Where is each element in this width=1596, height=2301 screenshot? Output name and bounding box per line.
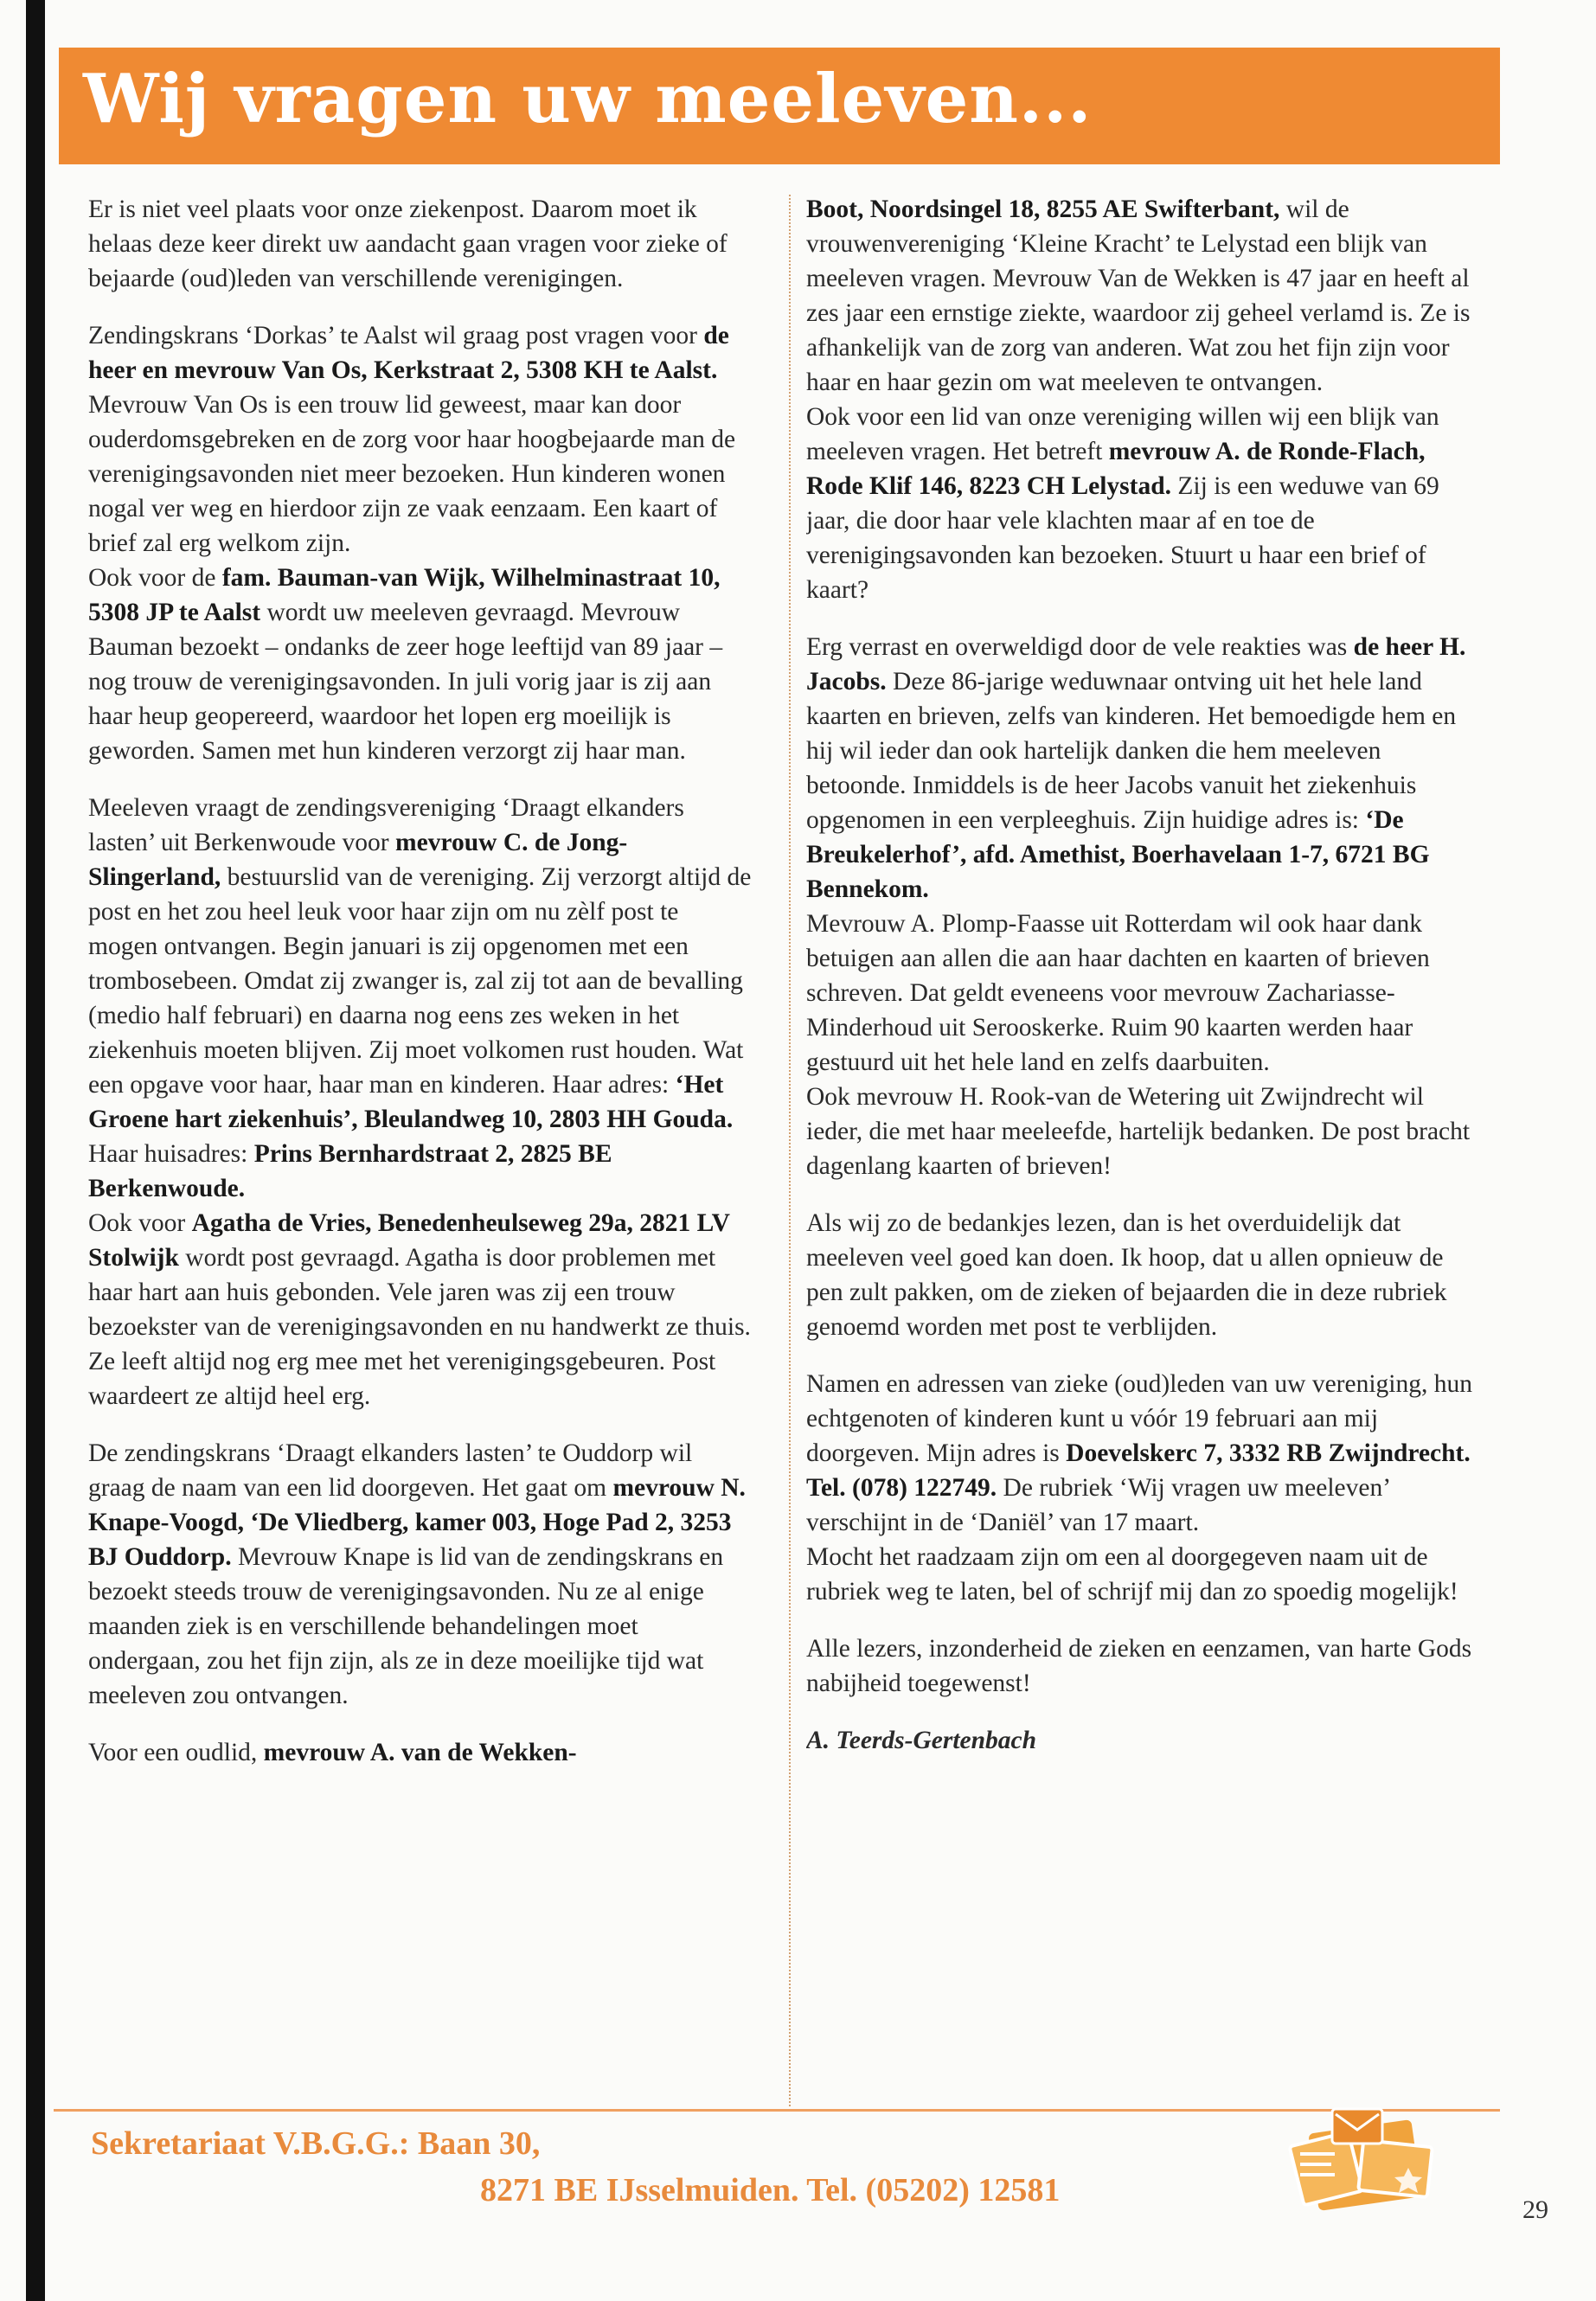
paragraph-text: Ook voor de — [88, 564, 222, 592]
paragraph-text: Ook mevrouw H. Rook-van de Wetering uit Zwijndrecht wil ieder, die met haar meeleefde, hartelijk bedanken. De post bracht dagenlang kaarten of brieven! — [806, 1083, 1471, 1180]
column-divider — [789, 195, 791, 2106]
paragraph-text: Zij is een weduwe van 69 jaar, die door haar vele klachten maar af en toe de verenigingsavonden kan bezoeken. Stuurt u haar een brief of kaart? — [806, 472, 1439, 604]
paragraph-text: wil de vrouwenvereniging ‘Kleine Kracht’ te Lelystad een blijk van meeleven vragen. Mevrouw Van de Wekken is 47 jaar en heeft al zes jaar een ernstige ziekte, waardoor zij geheel verlamd is. Ze is afhankelijk van de zorg van anderen. Wat zou het fijn zijn voor haar en haar gezin om wat meeleven te ontvangen. — [806, 195, 1471, 396]
bold-address-text: ‘De Breukelerhof’, afd. Amethist, Boerhavelaan 1-7, 6721 BG Bennekom. — [806, 806, 1430, 903]
paragraph-text: Ook voor een lid van onze vereniging willen wij een blijk van meeleven vragen. Het betreft — [806, 403, 1439, 465]
article-paragraph — [88, 1436, 754, 1713]
article-paragraph — [88, 192, 754, 296]
paragraph-text: wordt post gevraagd. Agatha is door problemen met haar hart aan huis gebonden. Vele jaren was zij een trouw bezoekster van de verenigingsavonden en nu handwerkt ze thuis. Ze leeft altijd nog erg mee met het verenigingsgebeuren. Post waardeert ze altijd heel erg. — [88, 1244, 751, 1410]
paragraph-text: Mevrouw Van Os is een trouw lid geweest, maar kan door ouderdomsgebreken en de zorg voor haar hoogbejaarde man de verenigingsavonden niet meer bezoeken. Hun kinderen wonen nogal ver weg en hierdoor zijn ze vaak eenzaam. Een kaart of brief zal erg welkom zijn. — [88, 391, 736, 557]
bold-address-text: Doevelskerc 7, 3332 RB Zwijndrecht. Tel. (078) 122749. — [806, 1439, 1471, 1502]
paragraph-text: Namen en adressen van zieke (oud)leden van uw vereniging, hun echtgenoten of kinderen kunt u vóór 19 februari aan mij doorgeven. Mijn adres is — [806, 1370, 1472, 1467]
paragraph-text: wordt uw meeleven gevraagd. Mevrouw Bauman bezoekt – ondanks de zeer hoge leeftijd van 89 jaar – nog trouw de verenigingsavonden. In juli vorig jaar is zij aan haar heup geopereerd, waardoor het lopen erg moeilijk is geworden. Samen met hun kinderen verzorgt zij haar man. — [88, 599, 723, 765]
page-title: Wij vragen uw meeleven... — [83, 60, 1093, 138]
article-paragraph — [806, 1080, 1477, 1183]
bold-address-text: mevrouw C. de Jong-Slingerland, — [88, 829, 628, 891]
article-paragraph — [806, 400, 1477, 607]
right-column — [806, 192, 1477, 2099]
article-paragraph — [806, 1367, 1477, 1540]
article-paragraph — [806, 1723, 1477, 1758]
article-paragraph — [806, 1631, 1477, 1701]
article-paragraph — [88, 1206, 754, 1413]
article-paragraph — [88, 791, 754, 1206]
paragraph-text: Haar huisadres: — [88, 1140, 254, 1168]
article-paragraph — [806, 907, 1477, 1080]
paragraph-text: Alle lezers, inzonderheid de zieken en eenzamen, van harte Gods nabijheid toegewenst! — [806, 1635, 1472, 1697]
bold-address-text: fam. Bauman-van Wijk, Wilhelminastraat 10, 5308 JP te Aalst — [88, 564, 721, 626]
article-paragraph — [88, 1735, 754, 1770]
paragraph-text: Zendingskrans ‘Dorkas’ te Aalst wil graag post vragen voor — [88, 322, 704, 349]
paragraph-text: De zendingskrans ‘Draagt elkanders lasten’ te Ouddorp wil graag de naam van een lid doorgeven. Het gaat om — [88, 1439, 693, 1502]
signature: A. Teerds-Gertenbach — [806, 1727, 1037, 1754]
footer-secretariat-line1: Sekretariaat V.B.G.G.: Baan 30, — [91, 2125, 541, 2162]
paragraph-text: Deze 86-jarige weduwnaar ontving uit het hele land kaarten en brieven, zelfs van kinderen. Het bemoedigde hem en hij wil ieder dan ook hartelijk danken die hem meeleven betoonde. Inmiddels is de heer Jacobs vanuit het ziekenhuis opgenomen in een verpleeghuis. Zijn huidige adres is: — [806, 668, 1457, 834]
bold-address-text: ‘Het Groene hart ziekenhuis’, Bleulandweg 10, 2803 HH Gouda. — [88, 1071, 734, 1133]
page-number: 29 — [1522, 2195, 1548, 2224]
paragraph-text: De rubriek ‘Wij vragen uw meeleven’ verschijnt in de ‘Daniël’ van 17 maart. — [806, 1474, 1389, 1536]
left-column — [88, 192, 754, 2099]
paragraph-text: Erg verrast en overweldigd door de vele reakties was — [806, 633, 1354, 661]
paragraph-text: Er is niet veel plaats voor onze ziekenpost. Daarom moet ik helaas deze keer direkt uw aandacht gaan vragen voor zieke of bejaarde (oud)leden van verschillende verenigingen. — [88, 195, 727, 292]
paragraph-text: Meeleven vraagt de zendingsvereniging ‘Draagt elkanders lasten’ uit Berkenwoude voor — [88, 794, 684, 856]
footer-secretariat-line2: 8271 BE IJsselmuiden. Tel. (05202) 12581 — [480, 2172, 1061, 2208]
mail-bundle-icon — [1290, 2109, 1433, 2211]
article-paragraph — [806, 630, 1477, 907]
bold-address-text: mevrouw A. van de Wekken- — [263, 1739, 577, 1766]
paragraph-text: bestuurslid van de vereniging. Zij verzorgt altijd de post en het zou heel leuk voor haar zijn om nu zèlf post te mogen ontvangen. Begin januari is zij opgenomen met een trombosebeen. Omdat zij zwanger is, zal zij tot aan de bevalling (medio half februari) en daarna nog eens zes weken in het ziekenhuis moeten blijven. Zij moet volkomen rust houden. Wat een opgave voor haar, haar man en kinderen. Haar adres: — [88, 863, 752, 1099]
article-paragraph — [88, 561, 754, 768]
bold-address-text: Agatha de Vries, Benedenheulseweg 29a, 2821 LV Stolwijk — [88, 1209, 730, 1272]
bold-address-text: mevrouw N. Knape-Voogd, ‘De Vliedberg, kamer 003, Hoge Pad 2, 3253 BJ Ouddorp. — [88, 1474, 746, 1571]
bold-address-text: de heer H. Jacobs. — [806, 633, 1466, 695]
article-paragraph — [88, 318, 754, 561]
mail-bundle-logo — [1279, 2093, 1452, 2214]
article-paragraph — [806, 1206, 1477, 1344]
paragraph-text: Mevrouw Knape is lid van de zendingskrans en bezoekt steeds trouw de verenigingsavonden. Nu ze al enige maanden ziek is en verschillende behandelingen moet ondergaan, zou het fijn zijn, als ze in deze moeilijke tijd wat meeleven zou ontvangen. — [88, 1543, 724, 1709]
page-edge-bar — [26, 0, 45, 2301]
paragraph-text: Voor een oudlid, — [88, 1739, 264, 1766]
paragraph-text: Ook voor — [88, 1209, 192, 1237]
bold-address-text: Boot, Noordsingel 18, 8255 AE Swifterbant, — [806, 195, 1280, 223]
paragraph-text: Mevrouw A. Plomp-Faasse uit Rotterdam wil ook haar dank betuigen aan allen die aan haar dachten en kaarten of brieven schreven. Dat geldt eveneens voor mevrouw Zachariasse-Minderhoud uit Serooskerke. Ruim 90 kaarten werden haar gestuurd uit het hele land en zelfs daarbuiten. — [806, 910, 1430, 1076]
bold-address-text: Prins Bernhardstraat 2, 2825 BE Berkenwoude. — [88, 1140, 612, 1202]
article-paragraph — [806, 192, 1477, 400]
paragraph-text: Mocht het raadzaam zijn om een al doorgegeven naam uit de rubriek weg te laten, bel of schrijf mij dan zo spoedig mogelijk! — [806, 1543, 1458, 1606]
article-paragraph — [806, 1540, 1477, 1609]
bold-address-text: de heer en mevrouw Van Os, Kerkstraat 2, 5308 KH te Aalst. — [88, 322, 729, 384]
bold-address-text: mevrouw A. de Ronde-Flach, Rode Klif 146, 8223 CH Lelystad. — [806, 438, 1426, 500]
title-banner — [59, 48, 1500, 164]
paragraph-text: Als wij zo de bedankjes lezen, dan is het overduidelijk dat meeleven veel goed kan doen. Ik hoop, dat u allen opnieuw de pen zult pakken, om de zieken of bejaarden die in deze rubriek genoemd worden met post te verblijden. — [806, 1209, 1447, 1341]
